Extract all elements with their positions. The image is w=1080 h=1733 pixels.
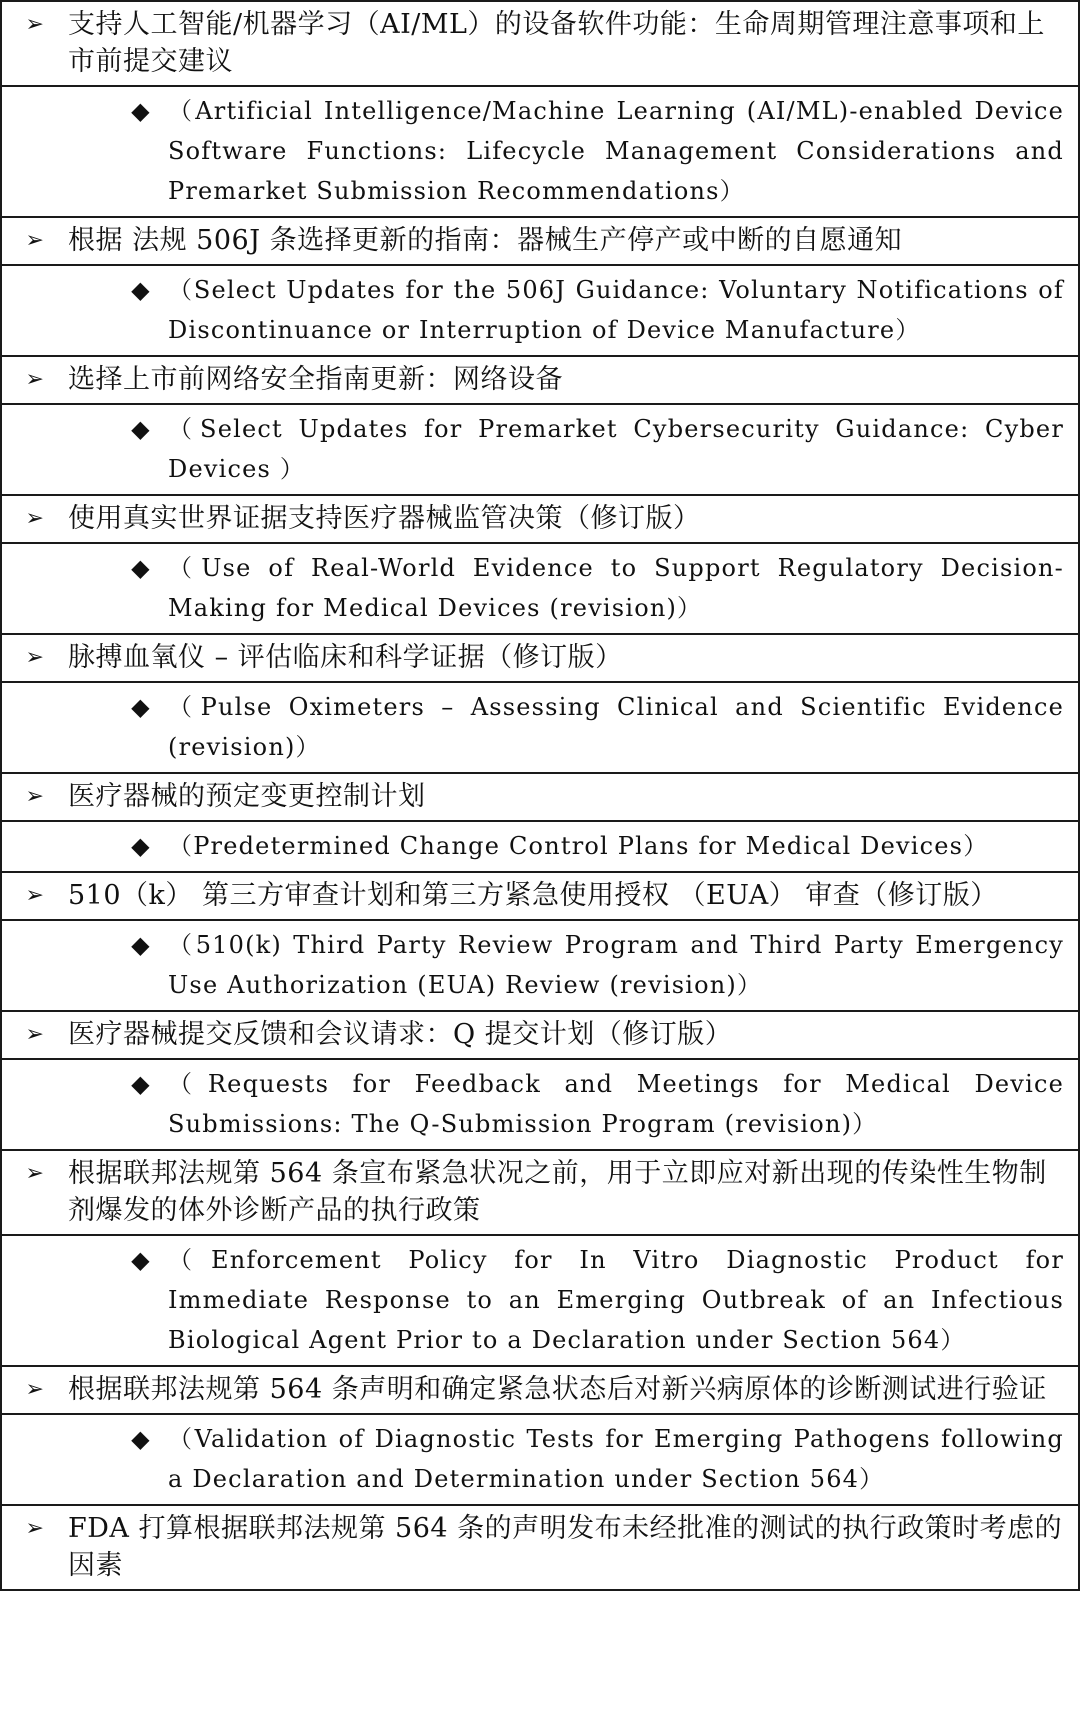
diamond-bullet-icon: ◆	[131, 693, 151, 721]
guidance-item-en-row	[1, 543, 1079, 634]
guidance-item-cn-row	[1, 773, 1079, 821]
guidance-title-en: （510(k) Third Party Review Program and Third Party Emergency Use Authorization (EUA) Review (revision)）	[168, 931, 1064, 999]
guidance-title-cn: 510（k） 第三方审查计划和第三方紧急使用授权 （EUA） 审查（修订版）	[68, 880, 998, 911]
guidance-item-en-row	[1, 1414, 1079, 1505]
guidance-item-cn-row	[1, 1505, 1079, 1590]
guidance-title-cn: 脉搏血氧仪 – 评估临床和科学证据（修订版）	[68, 642, 623, 673]
arrow-bullet-icon: ➢	[25, 645, 45, 670]
guidance-title-cn: 支持人工智能/机器学习（AI/ML）的设备软件功能：生命周期管理注意事项和上市前提交建议	[68, 9, 1045, 77]
guidance-title-en: （Enforcement Policy for In Vitro Diagnostic Product for Immediate Response to an Emerging Outbreak of an Infectious Biological Agent Prior to a Declaration under Section 564）	[168, 1246, 1064, 1354]
diamond-bullet-icon: ◆	[131, 415, 151, 443]
guidance-item-en-row	[1, 86, 1079, 217]
guidance-title-cn: 医疗器械提交反馈和会议请求：Q 提交计划（修订版）	[68, 1019, 733, 1050]
guidance-item-cn-row	[1, 1, 1079, 86]
guidance-item-cn-row	[1, 1011, 1079, 1059]
diamond-bullet-icon: ◆	[131, 276, 151, 304]
guidance-item-en-row	[1, 1059, 1079, 1150]
guidance-title-cn: FDA 打算根据联邦法规第 564 条的声明发布未经批准的测试的执行政策时考虑的因素	[68, 1513, 1063, 1581]
guidance-item-cn-row	[1, 495, 1079, 543]
diamond-bullet-icon: ◆	[131, 1246, 151, 1274]
diamond-bullet-icon: ◆	[131, 554, 151, 582]
arrow-bullet-icon: ➢	[25, 12, 45, 37]
guidance-item-en-row	[1, 682, 1079, 773]
guidance-item-en-row	[1, 821, 1079, 872]
guidance-title-cn: 医疗器械的预定变更控制计划	[68, 781, 426, 812]
guidance-title-en: （Pulse Oximeters – Assessing Clinical and Scientific Evidence (revision)）	[168, 693, 1064, 761]
guidance-rows	[1, 1, 1079, 1590]
arrow-bullet-icon: ➢	[25, 228, 45, 253]
guidance-item-cn-row	[1, 872, 1079, 920]
arrow-bullet-icon: ➢	[25, 1516, 45, 1541]
guidance-item-en-row	[1, 920, 1079, 1011]
guidance-title-en: （Predetermined Change Control Plans for Medical Devices）	[168, 832, 989, 860]
diamond-bullet-icon: ◆	[131, 97, 151, 125]
guidance-title-cn: 选择上市前网络安全指南更新：网络设备	[68, 364, 563, 395]
diamond-bullet-icon: ◆	[131, 832, 151, 860]
guidance-item-cn-row	[1, 217, 1079, 265]
guidance-title-cn: 根据 法规 506J 条选择更新的指南：器械生产停产或中断的自愿通知	[68, 225, 903, 256]
arrow-bullet-icon: ➢	[25, 1022, 45, 1047]
guidance-item-cn-row	[1, 1150, 1079, 1235]
arrow-bullet-icon: ➢	[25, 367, 45, 392]
guidance-item-cn-row	[1, 634, 1079, 682]
arrow-bullet-icon: ➢	[25, 1161, 45, 1186]
guidance-title-en: （Select Updates for the 506J Guidance: Voluntary Notifications of Discontinuance or Interruption of Device Manufacture）	[168, 276, 1064, 344]
guidance-title-en: （Use of Real-World Evidence to Support Regulatory Decision-Making for Medical Devices (revision)）	[168, 554, 1064, 622]
arrow-bullet-icon: ➢	[25, 506, 45, 531]
guidance-title-en: （Validation of Diagnostic Tests for Emerging Pathogens following a Declaration and Determination under Section 564）	[168, 1425, 1064, 1493]
guidance-item-en-row	[1, 265, 1079, 356]
guidance-title-en: （Requests for Feedback and Meetings for Medical Device Submissions: The Q-Submission Program (revision)）	[168, 1070, 1064, 1138]
guidance-item-en-row	[1, 404, 1079, 495]
guidance-item-cn-row	[1, 356, 1079, 404]
diamond-bullet-icon: ◆	[131, 1425, 151, 1453]
guidance-title-en: （Artificial Intelligence/Machine Learning (AI/ML)-enabled Device Software Functions: Lifecycle Management Considerations and Premarket Submission Recommendations）	[168, 97, 1064, 205]
guidance-item-cn-row	[1, 1366, 1079, 1414]
guidance-title-cn: 使用真实世界证据支持医疗器械监管决策（修订版）	[68, 503, 701, 534]
diamond-bullet-icon: ◆	[131, 1070, 151, 1098]
guidance-item-en-row	[1, 1235, 1079, 1366]
diamond-bullet-icon: ◆	[131, 931, 151, 959]
arrow-bullet-icon: ➢	[25, 784, 45, 809]
guidance-title-en: （Select Updates for Premarket Cybersecurity Guidance: Cyber Devices ）	[168, 415, 1064, 483]
guidance-title-cn: 根据联邦法规第 564 条声明和确定紧急状态后对新兴病原体的诊断测试进行验证	[68, 1374, 1047, 1405]
guidance-title-cn: 根据联邦法规第 564 条宣布紧急状况之前，用于立即应对新出现的传染性生物制剂爆发的体外诊断产品的执行政策	[68, 1158, 1047, 1226]
arrow-bullet-icon: ➢	[25, 1377, 45, 1402]
arrow-bullet-icon: ➢	[25, 883, 45, 908]
